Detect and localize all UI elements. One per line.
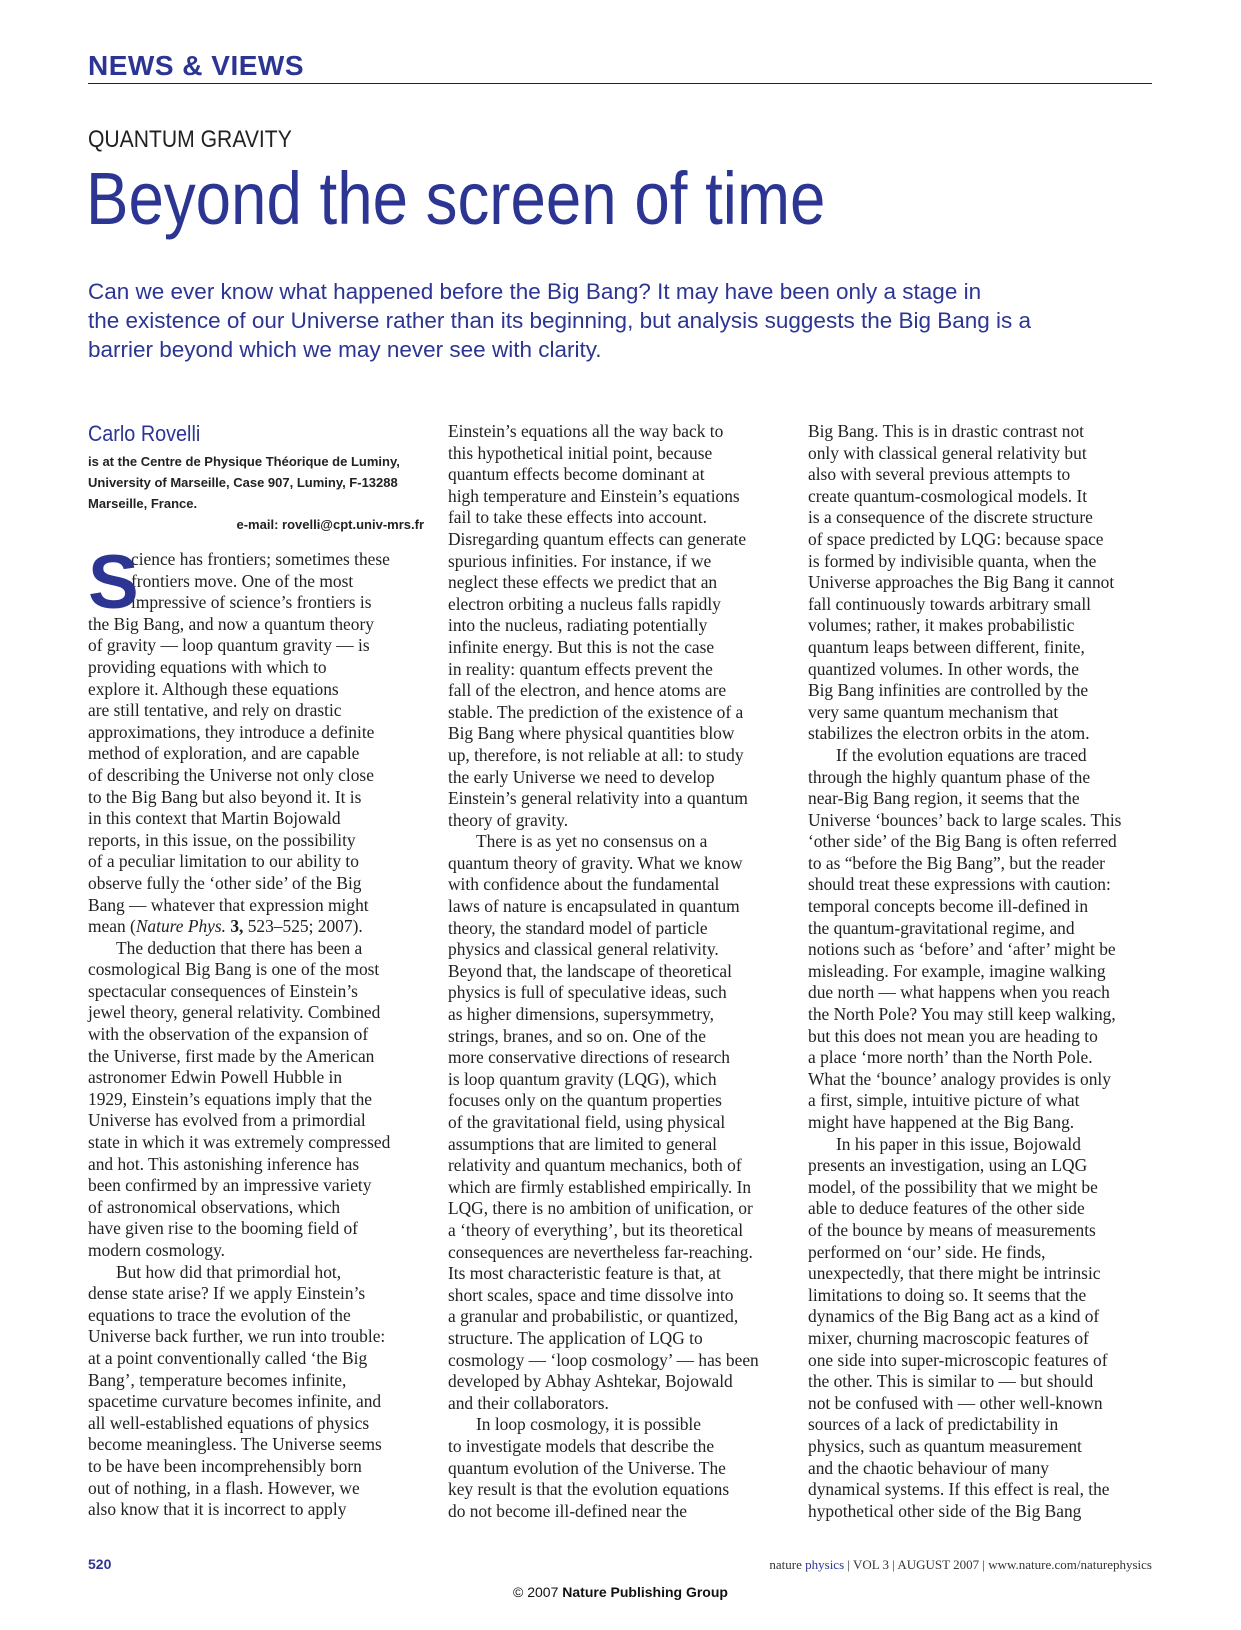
body-line: have given rise to the booming field of (88, 1218, 358, 1239)
body-line: spacetime curvature becomes infinite, and (88, 1391, 382, 1412)
body-line: become meaningless. The Universe seems (88, 1434, 382, 1455)
body-line: quantum leaps between different, finite, (808, 636, 1085, 657)
body-line: stable. The prediction of the existence of a (448, 701, 744, 722)
body-line: fail to take these effects into account. (448, 507, 707, 528)
body-line: In his paper in this issue, Bojowald (836, 1133, 1081, 1154)
body-line: theory of gravity. (448, 809, 569, 830)
body-line: the North Pole? You may still keep walking, (808, 1004, 1116, 1025)
body-line: limitations to doing so. It seems that the (808, 1284, 1087, 1305)
body-line: might have happened at the Big Bang. (808, 1112, 1075, 1132)
body-line: the Big Bang, and now a quantum theory (88, 613, 374, 634)
body-line: Big Bang where physical quantities blow (448, 723, 735, 744)
body-line: into the nucleus, radiating potentially (448, 615, 708, 636)
body-line: providing equations with which to (88, 656, 327, 677)
article-headline: Beyond the screen of time (86, 157, 826, 240)
body-line: which are firmly established empirically. In (448, 1176, 752, 1197)
body-line: laws of nature is encapsulated in quantum (448, 896, 740, 917)
body-line: been confirmed by an impressive variety (88, 1175, 372, 1196)
body-line: Beyond that, the landscape of theoretical (448, 960, 732, 981)
body-line: a granular and probabilistic, or quantized, (448, 1306, 739, 1327)
body-line: mixer, churning macroscopic features of (808, 1327, 1089, 1348)
body-line: jewel theory, general relativity. Combined (88, 1002, 381, 1023)
body-line: of describing the Universe not only close (88, 764, 374, 785)
journal-footer (769, 1557, 1152, 1573)
column-3-body (808, 421, 1138, 1522)
body-line: high temperature and Einstein’s equations (448, 485, 740, 506)
body-line: approximations, they introduce a definite (88, 721, 375, 742)
body-line: and their collaborators. (448, 1392, 609, 1413)
body-line: with the observation of the expansion of (88, 1024, 369, 1045)
column-3 (808, 421, 1138, 1522)
body-line: volumes; rather, it makes probabilistic (808, 615, 1075, 636)
journal-name-physics: physics (805, 1557, 845, 1572)
body-line: up, therefore, is not reliable at all: to study (448, 744, 744, 765)
body-line: model, of the possibility that we might be (808, 1176, 1098, 1197)
section-label: NEWS & VIEWS (88, 50, 305, 81)
body-line: to investigate models that describe the (448, 1435, 715, 1456)
body-line: neglect these effects we predict that an (448, 572, 718, 593)
body-line: notions such as ‘before’ and ‘after’ might be (808, 939, 1116, 960)
body-line: reports, in this issue, on the possibility (88, 829, 356, 850)
drop-cap: S (88, 540, 139, 625)
body-line: Big Bang. This is in drastic contrast not (808, 421, 1084, 441)
body-line: short scales, space and time dissolve into (448, 1284, 734, 1305)
article-kicker: QUANTUM GRAVITY (88, 126, 292, 153)
standfirst-line: barrier beyond which we may never see with clarity. (88, 337, 602, 362)
body-line: There is as yet no consensus on a (476, 831, 708, 852)
body-line: developed by Abhay Ashtekar, Bojowald (448, 1371, 733, 1392)
body-line: near-Big Bang region, it seems that the (808, 788, 1080, 809)
journal-issue-info: | VOL 3 | AUGUST 2007 | www.nature.com/naturephysics (847, 1557, 1152, 1572)
body-line: only with classical general relativity but (808, 442, 1087, 463)
body-line: spurious infinities. For instance, if we (448, 550, 712, 571)
body-line: the other. This is similar to — but should (808, 1371, 1094, 1392)
body-line: of astronomical observations, which (88, 1196, 341, 1217)
body-line: hypothetical other side of the Big Bang (808, 1500, 1082, 1521)
page-number: 520 (88, 1556, 112, 1572)
body-line: But how did that primordial hot, (116, 1261, 342, 1282)
body-line: and the chaotic behaviour of many (808, 1457, 1049, 1478)
body-line: are still tentative, and rely on drastic (88, 700, 342, 721)
body-line: structure. The application of LQG to (448, 1327, 703, 1348)
body-line: What the ‘bounce’ analogy provides is only (808, 1068, 1111, 1089)
body-line: Disregarding quantum effects can generate (448, 528, 747, 549)
body-line: is formed by indivisible quanta, when the (808, 550, 1097, 571)
body-line: in reality: quantum effects prevent the (448, 658, 713, 679)
standfirst-line: Can we ever know what happened before the Big Bang? It may have been only a stage in (88, 279, 982, 304)
column-2 (448, 421, 778, 1522)
body-line: Bang’, temperature becomes infinite, (88, 1369, 347, 1390)
body-line: but this does not mean you are heading to (808, 1025, 1098, 1046)
standfirst (88, 277, 1168, 364)
body-line: the early Universe we need to develop (448, 766, 715, 787)
body-line: the quantum-gravitational regime, and (808, 917, 1075, 938)
body-line: impressive of science’s frontiers is (131, 592, 372, 613)
body-line: theory, the standard model of particle (448, 917, 708, 938)
body-line: spectacular consequences of Einstein’s (88, 980, 358, 1001)
copyright (0, 1584, 1241, 1600)
body-line: with confidence about the fundamental (448, 874, 720, 895)
body-line: relativity and quantum mechanics, both of (448, 1155, 742, 1176)
body-line: unexpectedly, that there might be intrinsic (808, 1263, 1101, 1284)
body-line: able to deduce features of the other side (808, 1198, 1085, 1219)
body-line: dynamics of the Big Bang act as a kind of (808, 1306, 1100, 1327)
body-line: Universe has evolved from a primordial (88, 1110, 366, 1131)
body-line: Universe approaches the Big Bang it cannot (808, 572, 1115, 593)
body-line: one side into super-microscopic features of (808, 1349, 1108, 1370)
body-line: cosmology — ‘loop cosmology’ — has been (448, 1349, 759, 1370)
body-line: at a point conventionally called ‘the Big (88, 1347, 368, 1368)
body-line: more conservative directions of research (448, 1047, 730, 1068)
body-line: not be confused with — other well-known (808, 1392, 1103, 1413)
body-line: is a consequence of the discrete structure (808, 507, 1093, 528)
body-line: as higher dimensions, supersymmetry, (448, 1004, 714, 1025)
body-line: strings, branes, and so on. One of the (448, 1025, 706, 1046)
body-line: Its most characteristic feature is that, at (448, 1263, 721, 1284)
body-line: a ‘theory of everything’, but its theoretical (448, 1219, 744, 1240)
body-line: to be have been incomprehensibly born (88, 1455, 362, 1476)
body-line: to as “before the Big Bang”, but the reader (808, 852, 1105, 873)
column-1 (88, 421, 424, 1521)
body-line: physics and classical general relativity. (448, 939, 719, 960)
body-line: temporal concepts become ill-defined in (808, 896, 1089, 917)
body-line: Einstein’s general relativity into a quantum (448, 788, 748, 809)
body-line: out of nothing, in a flash. However, we (88, 1477, 360, 1498)
column-1-body (88, 614, 418, 1521)
body-line: all well-established equations of physics (88, 1412, 370, 1433)
body-line: Big Bang infinities are controlled by the (808, 680, 1089, 701)
body-line: the Universe, first made by the American (88, 1045, 375, 1066)
body-line: dense state arise? If we apply Einstein’s (88, 1283, 366, 1304)
copyright-publisher: Nature Publishing Group (562, 1584, 728, 1600)
body-line: a first, simple, intuitive picture of what (808, 1090, 1080, 1111)
body-line: should treat these expressions with caution: (808, 874, 1111, 895)
body-line: explore it. Although these equations (88, 678, 339, 699)
body-line: and hot. This astonishing inference has (88, 1153, 360, 1174)
author-affiliation-line: Marseille, France. (88, 496, 198, 511)
body-line: of a peculiar limitation to our ability to (88, 851, 359, 872)
body-line: dynamical systems. If this effect is real, the (808, 1479, 1110, 1500)
body-line: state in which it was extremely compressed (88, 1132, 391, 1153)
body-line: Bang — whatever that expression might (88, 894, 369, 915)
body-line: quantum theory of gravity. What we know (448, 852, 743, 873)
body-line: cosmological Big Bang is one of the most (88, 959, 380, 980)
body-line: of gravity — loop quantum gravity — is (88, 635, 370, 656)
header-rule (88, 83, 1152, 84)
body-line: stabilizes the electron orbits in the atom. (808, 723, 1090, 744)
body-line: a place ‘more north’ than the North Pole. (808, 1047, 1093, 1068)
copyright-year: © 2007 (513, 1584, 559, 1600)
body-line: through the highly quantum phase of the (808, 766, 1091, 787)
body-line: presents an investigation, using an LQG (808, 1155, 1088, 1176)
author-affiliation-line: University of Marseille, Case 907, Luminy, F-13288 (88, 475, 398, 490)
journal-name-nature: nature (769, 1557, 802, 1572)
body-line: of the bounce by means of measurements (808, 1219, 1096, 1240)
body-line: also with several previous attempts to (808, 464, 1071, 485)
body-line: create quantum-cosmological models. It (808, 485, 1088, 506)
body-line: physics is full of speculative ideas, such (448, 982, 727, 1003)
body-line: is loop quantum gravity (LQG), which (448, 1068, 717, 1089)
body-line: performed on ‘our’ side. He finds, (808, 1241, 1046, 1262)
body-line: due north — what happens when you reach (808, 982, 1110, 1003)
body-line: The deduction that there has been a (116, 937, 363, 958)
body-line: quantized volumes. In other words, the (808, 658, 1079, 679)
body-line: this hypothetical initial point, because (448, 442, 713, 463)
body-line: astronomer Edwin Powell Hubble in (88, 1067, 343, 1088)
body-line: cience has frontiers; sometimes these (131, 549, 390, 569)
body-line: in this context that Martin Bojowald (88, 808, 341, 829)
body-line: very same quantum mechanism that (808, 701, 1059, 722)
standfirst-line: the existence of our Universe rather than its beginning, but analysis suggests the Big Bang is a (88, 308, 1032, 333)
body-line: method of exploration, and are capable (88, 743, 360, 764)
body-line: 1929, Einstein’s equations imply that the (88, 1088, 373, 1109)
author-affiliation-line: is at the Centre de Physique Théorique de Luminy, (88, 454, 400, 469)
column-2-body (448, 421, 778, 1522)
body-line: key result is that the evolution equations (448, 1479, 730, 1500)
body-line: quantum evolution of the Universe. The (448, 1457, 726, 1478)
body-line: infinite energy. But this is not the case (448, 636, 715, 657)
body-line: quantum effects become dominant at (448, 464, 705, 485)
body-line: Universe back further, we run into trouble: (88, 1326, 386, 1347)
body-line: misleading. For example, imagine walking (808, 960, 1106, 981)
body-line: If the evolution equations are traced (836, 744, 1087, 765)
body-line: electron orbiting a nucleus falls rapidly (448, 593, 721, 614)
body-line: to the Big Bang but also beyond it. It is (88, 786, 362, 807)
body-line: do not become ill-defined near the (448, 1500, 688, 1521)
body-line: ‘other side’ of the Big Bang is often referred (808, 831, 1117, 852)
body-line: Universe ‘bounces’ back to large scales. This (808, 809, 1122, 830)
body-line: LQG, there is no ambition of unification, or (448, 1198, 753, 1219)
body-line: sources of a lack of predictability in (808, 1414, 1059, 1435)
body-line: In loop cosmology, it is possible (476, 1414, 701, 1435)
body-line: fall continuously towards arbitrary small (808, 593, 1092, 614)
body-line: Einstein’s equations all the way back to (448, 421, 724, 441)
body-line: fall of the electron, and hence atoms are (448, 680, 727, 701)
body-line: also know that it is incorrect to apply (88, 1499, 347, 1520)
body-line: frontiers move. One of the most (131, 570, 354, 591)
body-line: physics, such as quantum measurement (808, 1435, 1082, 1456)
author-email[interactable]: e-mail: rovelli@cpt.univ-mrs.fr (236, 517, 424, 532)
body-line: assumptions that are limited to general (448, 1133, 718, 1154)
author-name: Carlo Rovelli (88, 421, 201, 446)
body-line: mean (Nature Phys. 3, 523–525; 2007). (88, 916, 363, 937)
body-line: modern cosmology. (88, 1240, 226, 1260)
body-line: consequences are nevertheless far-reaching. (448, 1241, 753, 1262)
body-line: focuses only on the quantum properties (448, 1090, 722, 1111)
body-line: observe fully the ‘other side’ of the Big (88, 872, 362, 893)
body-line: equations to trace the evolution of the (88, 1304, 351, 1325)
body-line: of space predicted by LQG: because space (808, 528, 1104, 549)
body-line: of the gravitational field, using physical (448, 1112, 726, 1132)
